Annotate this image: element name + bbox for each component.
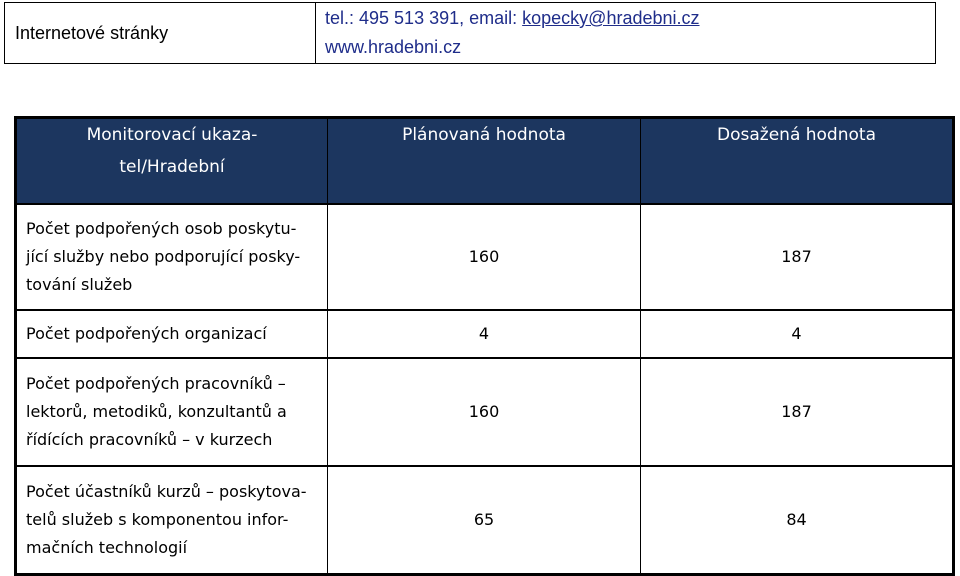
indicator-column-header <box>16 118 328 205</box>
indicator-name <box>16 466 328 574</box>
contact-row <box>5 3 936 64</box>
planned-value: 65 <box>328 466 641 574</box>
indicator-name-line: tování služeb <box>26 275 133 294</box>
table-header-row <box>16 118 954 205</box>
achieved-value: 4 <box>641 310 954 358</box>
table-row <box>16 466 954 574</box>
indicator-name-line: řídících pracovníků – v kurzech <box>26 430 273 449</box>
website-line <box>325 33 935 62</box>
phone-text: tel.: 495 513 391, email: <box>325 8 523 28</box>
planned-value: 160 <box>328 358 641 466</box>
indicator-name <box>16 310 328 358</box>
table-row <box>16 358 954 466</box>
planned-header-label: Plánovaná hodnota <box>402 125 566 145</box>
indicator-name-line: telů služeb s komponentou infor- <box>26 509 289 529</box>
indicator-name <box>16 358 328 466</box>
website-label: Internetové stránky <box>5 3 316 64</box>
planned-value: 160 <box>328 204 641 310</box>
achieved-header-label: Dosažená hodnota <box>717 125 876 145</box>
indicator-name <box>16 204 328 310</box>
achieved-value: 187 <box>641 204 954 310</box>
email-link[interactable]: kopecky@hradebni.cz <box>522 8 700 28</box>
achieved-value: 187 <box>641 358 954 466</box>
contact-table <box>4 2 936 64</box>
indicator-table <box>14 116 955 576</box>
indicator-name-line: lektorů, metodiků, konzultantů a <box>26 402 287 421</box>
indicator-header-line-1: Monitorovací ukaza- <box>86 125 258 145</box>
indicator-name-line: Počet podpořených osob poskytu- <box>26 219 297 238</box>
indicator-name-line: mačních technologií <box>26 537 188 557</box>
contact-details <box>316 3 936 64</box>
achieved-value: 84 <box>641 466 954 574</box>
contact-line <box>325 4 935 33</box>
planned-column-header <box>328 118 641 205</box>
table-row <box>16 310 954 358</box>
indicator-name-line: jící služby nebo podporující posky- <box>26 247 301 266</box>
indicator-name-line: Počet podpořených pracovníků – <box>26 374 286 393</box>
website-link[interactable]: www.hradebni.cz <box>325 37 462 57</box>
table-row <box>16 204 954 310</box>
planned-value: 4 <box>328 310 641 358</box>
achieved-column-header <box>641 118 954 205</box>
indicator-name-line: Počet účastníků kurzů – poskytova- <box>26 481 307 501</box>
indicator-name-line: Počet podpořených organizací <box>26 324 267 343</box>
indicator-header-line-2: tel/Hradební <box>119 157 225 177</box>
